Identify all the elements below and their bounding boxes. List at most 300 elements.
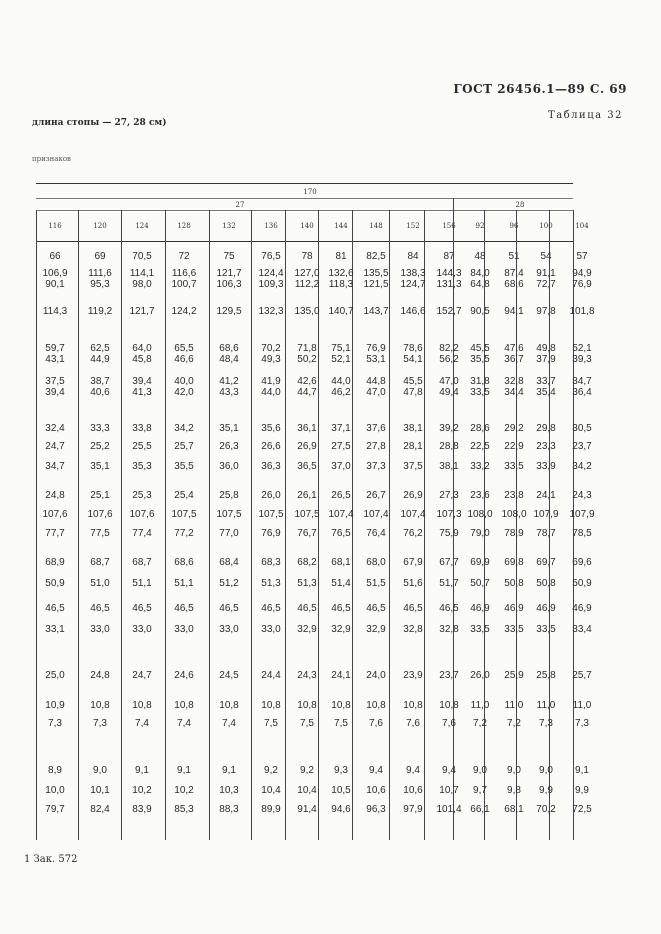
table-cell: 46,5: [132, 603, 152, 614]
table-cell: 7,6: [442, 718, 456, 729]
table-cell: 24,4: [261, 670, 281, 681]
column-separator: [165, 210, 166, 840]
table-cell: 23,9: [403, 670, 423, 681]
table-cell: 97,8: [536, 306, 556, 317]
table-cell: 106,9 90,1: [42, 268, 68, 290]
table-cell: 67,7: [439, 557, 459, 568]
table-cell: 36,1: [297, 423, 317, 434]
table-cell: 68,4: [219, 557, 239, 568]
table-cell: 107,5: [216, 509, 242, 520]
table-cell: 101,4: [436, 804, 462, 815]
table-cell: 33,0: [174, 624, 194, 635]
table-cell: 51,6: [403, 578, 423, 589]
table-cell: 51,5: [366, 578, 386, 589]
column-separator: [78, 210, 79, 840]
table-cell: 132,3: [258, 306, 284, 317]
table-cell: 26,1: [297, 490, 317, 501]
table-cell: 41,2 43,3: [219, 376, 239, 398]
table-cell: 84: [407, 251, 419, 262]
table-cell: 46,5: [261, 603, 281, 614]
table-cell: 41,9 44,0: [261, 376, 281, 398]
table-cell: 91,1 72,7: [536, 268, 556, 290]
column-header: 96: [509, 222, 519, 230]
table-cell: 69,7: [536, 557, 556, 568]
table-cell: 36,3: [261, 461, 281, 472]
table-cell: 9,4: [369, 765, 383, 776]
table-cell: 33,4: [572, 624, 592, 635]
table-cell: 94,1: [504, 306, 524, 317]
table-cell: 51,3: [297, 578, 317, 589]
table-cell: 88,3: [219, 804, 239, 815]
table-cell: 50,8: [536, 578, 556, 589]
column-header: 116: [48, 222, 62, 230]
table-cell: 33,1: [45, 624, 65, 635]
table-cell: 34,7: [45, 461, 65, 472]
table-cell: 69,9: [470, 557, 490, 568]
table-cell: 11,0: [470, 700, 490, 711]
column-separator: [318, 210, 319, 840]
table-cell: 68,1: [331, 557, 351, 568]
column-header: 148: [369, 222, 383, 230]
column-separator: [352, 210, 353, 840]
table-cell: 37,1: [331, 423, 351, 434]
column-header: 100: [539, 222, 553, 230]
table-cell: 10,8: [132, 700, 152, 711]
table-cell: 24,8: [90, 670, 110, 681]
column-separator: [424, 210, 425, 840]
table-cell: 135,5 121,5: [363, 268, 389, 290]
table-cell: 33,7 35,4: [536, 376, 556, 398]
table-cell: 46,9: [470, 603, 490, 614]
table-cell: 28,6: [470, 423, 490, 434]
table-cell: 10,8: [403, 700, 423, 711]
column-separator: [209, 210, 210, 840]
table-cell: 33,2: [470, 461, 490, 472]
table-cell: 51,7: [439, 578, 459, 589]
table-cell: 9,8: [507, 785, 521, 796]
table-cell: 70,5: [132, 251, 152, 262]
table-cell: 107,6: [129, 509, 155, 520]
table-cell: 7,3: [48, 718, 62, 729]
table-cell: 10,2: [132, 785, 152, 796]
table-cell: 9,0: [539, 765, 553, 776]
table-cell: 96,3: [366, 804, 386, 815]
table-cell: 37,0: [331, 461, 351, 472]
table-cell: 114,1 98,0: [129, 268, 155, 290]
table-cell: 33,0: [132, 624, 152, 635]
table-cell: 68,0: [366, 557, 386, 568]
height-label: 170: [303, 188, 317, 196]
table-cell: 10,8: [331, 700, 351, 711]
table-cell: 27,8: [366, 441, 386, 452]
table-cell: 24,6: [174, 670, 194, 681]
signs-label: признаков: [32, 155, 71, 163]
table-cell: 25,1: [90, 490, 110, 501]
table-cell: 36,5: [297, 461, 317, 472]
table-cell: 26,7: [366, 490, 386, 501]
table-cell: 33,5: [504, 461, 524, 472]
table-cell: 78,7: [536, 528, 556, 539]
table-cell: 32,9: [366, 624, 386, 635]
table-cell: 25,2: [90, 441, 110, 452]
table-cell: 68,7: [90, 557, 110, 568]
table-cell: 9,2: [300, 765, 314, 776]
table-cell: 52,1 39,3: [572, 343, 592, 365]
table-cell: 45,5 35,5: [470, 343, 490, 365]
table-cell: 7,6: [369, 718, 383, 729]
table-cell: 124,4 109,3: [258, 268, 284, 290]
table-cell: 51,1: [174, 578, 194, 589]
table-cell: 26,3: [219, 441, 239, 452]
table-cell: 32,9: [331, 624, 351, 635]
table-cell: 27,5: [331, 441, 351, 452]
table-cell: 107,4: [363, 509, 389, 520]
table-cell: 94,9 76,9: [572, 268, 592, 290]
table-cell: 51,4: [331, 578, 351, 589]
table-cell: 46,5: [331, 603, 351, 614]
table-cell: 35,3: [132, 461, 152, 472]
table-cell: 9,4: [442, 765, 456, 776]
table-cell: 76,5: [261, 251, 281, 262]
table-cell: 69,8: [504, 557, 524, 568]
table-cell: 9,4: [406, 765, 420, 776]
table-cell: 33,5: [536, 624, 556, 635]
table-cell: 26,0: [470, 670, 490, 681]
table-cell: 25,7: [572, 670, 592, 681]
table-cell: 7,3: [539, 718, 553, 729]
table-cell: 30,5: [572, 423, 592, 434]
table-cell: 10,8: [90, 700, 110, 711]
table-cell: 32,8: [403, 624, 423, 635]
table-cell: 7,4: [177, 718, 191, 729]
column-separator: [549, 210, 550, 840]
table-cell: 119,2: [87, 306, 113, 317]
table-cell: 24,7: [45, 441, 65, 452]
table-cell: 42,6 44,7: [297, 376, 317, 398]
table-cell: 129,5: [216, 306, 242, 317]
table-cell: 94,6: [331, 804, 351, 815]
table-cell: 9,1: [177, 765, 191, 776]
table-cell: 10,8: [366, 700, 386, 711]
table-cell: 35,1: [219, 423, 239, 434]
table-cell: 39,4 41,3: [132, 376, 152, 398]
table-cell: 10,4: [297, 785, 317, 796]
table-cell: 25,5: [132, 441, 152, 452]
table-cell: 32,9: [297, 624, 317, 635]
table-cell: 75,9: [439, 528, 459, 539]
table-cell: 10,1: [90, 785, 110, 796]
table-cell: 10,8: [219, 700, 239, 711]
table-cell: 54: [540, 251, 552, 262]
table-caption: длина стопы — 27, 28 см): [32, 118, 167, 128]
table-cell: 50,8: [504, 578, 524, 589]
table-cell: 82,4: [90, 804, 110, 815]
table-cell: 10,9: [45, 700, 65, 711]
table-cell: 51,3: [261, 578, 281, 589]
column-header: 140: [300, 222, 314, 230]
table-cell: 111,6 95,3: [88, 268, 112, 290]
table-cell: 70,2 49,3: [261, 343, 281, 365]
table-cell: 10,8: [439, 700, 459, 711]
table-cell: 76,9 53,1: [366, 343, 386, 365]
table-cell: 87,4 68,6: [504, 268, 524, 290]
table-cell: 66: [49, 251, 61, 262]
table-cell: 51,0: [90, 578, 110, 589]
table-cell: 33,3: [90, 423, 110, 434]
table-cell: 29,2: [504, 423, 524, 434]
table-cell: 38,7 40,6: [90, 376, 110, 398]
table-cell: 9,1: [135, 765, 149, 776]
table-cell: 26,9: [297, 441, 317, 452]
column-separator: [573, 210, 574, 840]
table-cell: 143,7: [363, 306, 389, 317]
table-cell: 70,2: [536, 804, 556, 815]
table-cell: 33,9: [536, 461, 556, 472]
table-cell: 10,2: [174, 785, 194, 796]
table-cell: 78,5: [572, 528, 592, 539]
table-cell: 24,3: [297, 670, 317, 681]
table-cell: 29,8: [536, 423, 556, 434]
table-cell: 47,6 36,7: [504, 343, 524, 365]
table-cell: 37,3: [366, 461, 386, 472]
table-cell: 146,6: [400, 306, 426, 317]
table-cell: 101,8: [569, 306, 595, 317]
table-cell: 7,3: [575, 718, 589, 729]
table-cell: 75,1 52,1: [331, 343, 351, 365]
table-cell: 78: [301, 251, 313, 262]
column-header: 144: [334, 222, 348, 230]
table-cell: 25,3: [132, 490, 152, 501]
table-cell: 65,5 46,6: [174, 343, 194, 365]
table-cell: 107,5: [171, 509, 197, 520]
table-cell: 25,8: [536, 670, 556, 681]
table-cell: 76,7: [297, 528, 317, 539]
table-cell: 76,5: [331, 528, 351, 539]
table-cell: 46,5: [219, 603, 239, 614]
table-cell: 82,5: [366, 251, 386, 262]
table-cell: 24,5: [219, 670, 239, 681]
table-cell: 77,0: [219, 528, 239, 539]
table-cell: 114,3: [42, 306, 68, 317]
table-cell: 28,1: [403, 441, 423, 452]
table-cell: 24,1: [536, 490, 556, 501]
table-cell: 107,5: [258, 509, 284, 520]
table-cell: 7,2: [507, 718, 521, 729]
table-cell: 50,9: [45, 578, 65, 589]
table-cell: 11,0: [572, 700, 592, 711]
table-cell: 9,1: [222, 765, 236, 776]
table-cell: 59,7 43,1: [45, 343, 65, 365]
table-cell: 46,5: [297, 603, 317, 614]
table-cell: 10,8: [174, 700, 194, 711]
table-cell: 23,7: [572, 441, 592, 452]
table-cell: 51,1: [132, 578, 152, 589]
table-cell: 71,8 50,2: [297, 343, 317, 365]
table-cell: 40,0 42,0: [174, 376, 194, 398]
table-cell: 35,1: [90, 461, 110, 472]
table-cell: 108,0: [501, 509, 527, 520]
table-cell: 9,0: [93, 765, 107, 776]
table-cell: 32,8 34,4: [504, 376, 524, 398]
table-cell: 10,8: [261, 700, 281, 711]
column-separator: [484, 210, 485, 840]
table-cell: 138,3 124,7: [400, 268, 426, 290]
table-cell: 68,1: [504, 804, 524, 815]
column-separator: [121, 210, 122, 840]
table-cell: 26,6: [261, 441, 281, 452]
page-header-gost: ГОСТ 26456.1—89 С. 69: [453, 82, 627, 96]
table-cell: 50,9: [572, 578, 592, 589]
table-cell: 44,0 46,2: [331, 376, 351, 398]
table-cell: 36,0: [219, 461, 239, 472]
table-cell: 33,0: [90, 624, 110, 635]
foot-length-28-label: 28: [515, 201, 525, 209]
table-cell: 26,0: [261, 490, 281, 501]
table-cell: 24,8: [45, 490, 65, 501]
column-header: 156: [442, 222, 456, 230]
table-cell: 9,0: [473, 765, 487, 776]
table-cell: 10,5: [331, 785, 351, 796]
table-cell: 25,8: [219, 490, 239, 501]
table-cell: 35,5: [174, 461, 194, 472]
table-cell: 33,5: [470, 624, 490, 635]
table-cell: 108,0: [467, 509, 493, 520]
table-cell: 85,3: [174, 804, 194, 815]
table-cell: 68,7: [132, 557, 152, 568]
table-cell: 47,0 49,4: [439, 376, 459, 398]
table-cell: 27,3: [439, 490, 459, 501]
table-cell: 38,1: [403, 423, 423, 434]
table-cell: 9,0: [507, 765, 521, 776]
table-cell: 46,5: [45, 603, 65, 614]
column-header: 152: [406, 222, 420, 230]
table-cell: 107,9: [533, 509, 559, 520]
table-cell: 33,0: [261, 624, 281, 635]
table-cell: 51,2: [219, 578, 239, 589]
table-cell: 11,0: [536, 700, 556, 711]
table-cell: 23,7: [439, 670, 459, 681]
table-cell: 7,5: [334, 718, 348, 729]
table-cell: 10,8: [297, 700, 317, 711]
table-cell: 45,5 47,8: [403, 376, 423, 398]
table-cell: 10,6: [366, 785, 386, 796]
table-cell: 89,9: [261, 804, 281, 815]
table-cell: 46,9: [536, 603, 556, 614]
column-separator: [251, 210, 252, 840]
table-cell: 7,6: [406, 718, 420, 729]
table-cell: 39,2: [439, 423, 459, 434]
table-cell: 24,3: [572, 490, 592, 501]
table-cell: 7,4: [222, 718, 236, 729]
table-label: Таблица 32: [548, 110, 623, 121]
table-cell: 107,9: [569, 509, 595, 520]
table-cell: 116,6 100,7: [171, 268, 197, 290]
table-cell: 9,7: [473, 785, 487, 796]
table-cell: 144,3 131,3: [436, 268, 462, 290]
table-cell: 7,5: [264, 718, 278, 729]
table-cell: 68,3: [261, 557, 281, 568]
table-cell: 66,1: [470, 804, 490, 815]
table-cell: 28,8: [439, 441, 459, 452]
table-cell: 22,5: [470, 441, 490, 452]
table-cell: 152,7: [436, 306, 462, 317]
table-cell: 7,5: [300, 718, 314, 729]
table-cell: 46,5: [366, 603, 386, 614]
table-cell: 26,5: [331, 490, 351, 501]
table-cell: 33,5: [504, 624, 524, 635]
table-cell: 69: [94, 251, 106, 262]
table-cell: 84,0 64,8: [470, 268, 490, 290]
table-cell: 79,7: [45, 804, 65, 815]
table-cell: 121,7 106,3: [216, 268, 242, 290]
table-cell: 33,0: [219, 624, 239, 635]
table-cell: 107,5: [294, 509, 320, 520]
column-header: 124: [135, 222, 149, 230]
table-cell: 90,5: [470, 306, 490, 317]
table-cell: 82,2 56,2: [439, 343, 459, 365]
table-cell: 127,0 112,2: [294, 268, 320, 290]
table-cell: 67,9: [403, 557, 423, 568]
table-cell: 140,7: [328, 306, 354, 317]
table-cell: 25,9: [504, 670, 524, 681]
table-cell: 48: [474, 251, 486, 262]
table-cell: 68,2: [297, 557, 317, 568]
table-cell: 107,4: [328, 509, 354, 520]
table-cell: 24,7: [132, 670, 152, 681]
table-cell: 44,8 47,0: [366, 376, 386, 398]
table-cell: 68,6 48,4: [219, 343, 239, 365]
column-header: 120: [93, 222, 107, 230]
table-cell: 23,3: [536, 441, 556, 452]
table-cell: 7,2: [473, 718, 487, 729]
table-cell: 23,6: [470, 490, 490, 501]
table-cell: 22,9: [504, 441, 524, 452]
table-cell: 46,5: [90, 603, 110, 614]
table-cell: 38,1: [439, 461, 459, 472]
table-cell: 72,5: [572, 804, 592, 815]
table-cell: 77,4: [132, 528, 152, 539]
table-cell: 35,6: [261, 423, 281, 434]
table-cell: 46,9: [504, 603, 524, 614]
table-cell: 11,0: [504, 700, 524, 711]
foot-length-27-label: 27: [235, 201, 245, 209]
table-cell: 62,5 44,9: [90, 343, 110, 365]
table-cell: 26,9: [403, 490, 423, 501]
table-cell: 7,4: [135, 718, 149, 729]
table-cell: 32,8: [439, 624, 459, 635]
table-cell: 68,6: [174, 557, 194, 568]
column-separator: [36, 210, 37, 840]
table-cell: 10,3: [219, 785, 239, 796]
table-cell: 46,5: [403, 603, 423, 614]
table-cell: 124,2: [171, 306, 197, 317]
table-cell: 32,4: [45, 423, 65, 434]
table-cell: 107,4: [400, 509, 426, 520]
table-cell: 87: [443, 251, 455, 262]
table-cell: 69,6: [572, 557, 592, 568]
table-cell: 46,9: [572, 603, 592, 614]
table-cell: 10,0: [45, 785, 65, 796]
table-cell: 37,6: [366, 423, 386, 434]
table-cell: 10,4: [261, 785, 281, 796]
table-cell: 9,3: [334, 765, 348, 776]
table-cell: 77,2: [174, 528, 194, 539]
column-header: 136: [264, 222, 278, 230]
table-cell: 77,5: [90, 528, 110, 539]
table-cell: 78,6 54,1: [403, 343, 423, 365]
table-cell: 68,9: [45, 557, 65, 568]
table-cell: 76,4: [366, 528, 386, 539]
